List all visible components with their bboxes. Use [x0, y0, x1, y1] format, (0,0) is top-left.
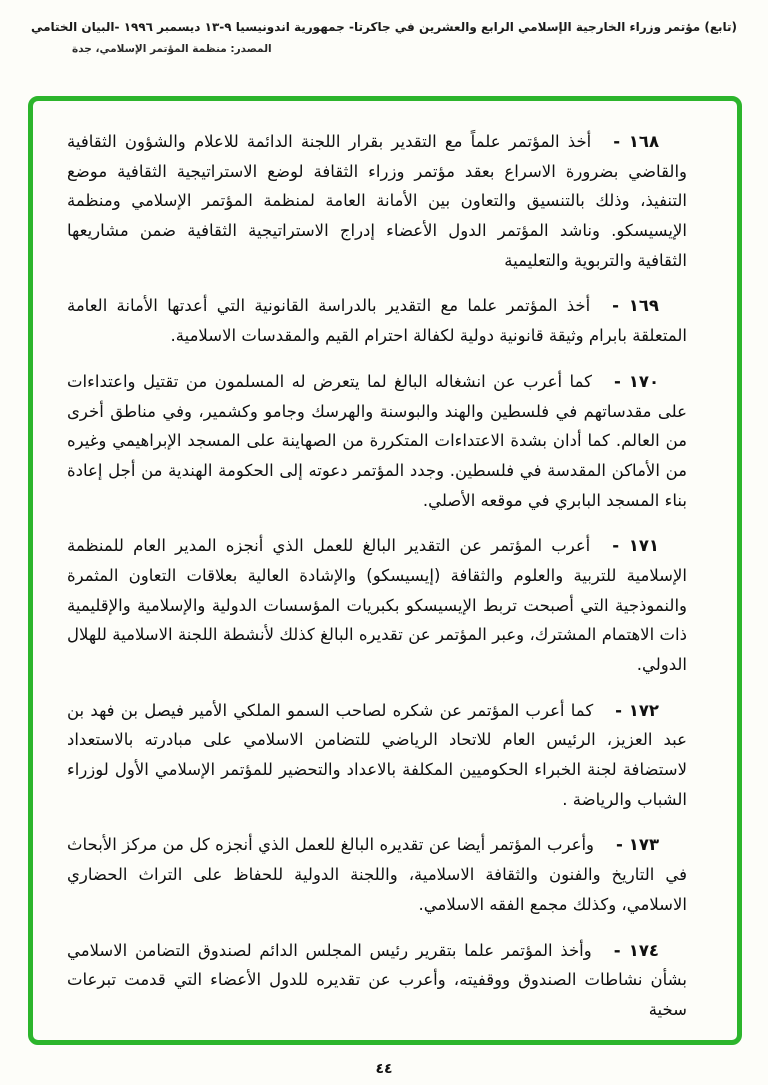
paragraph-text: وأعرب المؤتمر أيضا عن تقديره البالغ للعمل الذي أنجزه كل من مركز الأبحاث في التاريخ والفنون والثقافة الاسلامية، واللجنة الدولية للحفاظ على التراث الحضاري الاسلامي، وكذلك مجمع الفقه الاسلامي. [67, 835, 687, 914]
paragraph-number: ١٧٠ - [613, 371, 660, 391]
paragraph-text: أخذ المؤتمر علماً مع التقدير بقرار اللجنة الدائمة للاعلام والشؤون الثقافية والقاضي بضرورة الاسراع بعقد مؤتمر وزراء الثقافة لوضع الاستراتيجية الثقافية موضع التنفيذ، وذلك بالتنسيق والتعاون بين الأمانة العامة لمنظمة المؤتمر الإسلامي ومنظمة الإيسيسكو. وناشد المؤتمر الدول الأعضاء إدراج الاستراتيجية الثقافية ضمن مشاريعها الثقافية والتربوية والتعليمية [67, 132, 687, 270]
paragraph-number: ١٧٤ - [613, 940, 659, 960]
paragraph-171 [67, 531, 687, 679]
paragraph-number: ١٦٩ - [612, 296, 659, 316]
page-number: ٤٤ [375, 1061, 393, 1077]
paragraph-text: كما أعرب المؤتمر عن شكره لصاحب السمو الملكي الأمير فيصل بن فهد بن عبد العزيز، الرئيس العام للاتحاد الرياضي للتضامن الاسلامي على مبادرته بالاستعداد لاستضافة لجنة الخبراء الحكوميين المكلفة بالاعداد والتحضير للمؤتمر الإسلامي الأول لوزراء الشباب والرياضة . [67, 700, 687, 809]
paragraph-number: ١٧٣ - [616, 835, 660, 855]
paragraph-number: ١٧٢ - [615, 700, 659, 720]
paragraph-text: أعرب المؤتمر عن التقدير البالغ للعمل الذي أنجزه المدير العام للمنظمة الإسلامية للتربية والعلوم والثقافة (إيسيسكو) والإشادة العالية بعلاقات التعاون المثمرة والنموذجية التي أصبحت تربط الإيسيسكو بكبريات المؤسسات الدولية والإسلامية والإقليمية ذات الاهتمام المشترك، وعبر المؤتمر عن تقديره البالغ كذلك لأنشطة اللجنة الاسلامية للهلال الدولي. [67, 536, 687, 674]
paragraph-text: أخذ المؤتمر علما مع التقدير بالدراسة القانونية التي أعدتها الأمانة العامة المتعلقة بابرام وثيقة قانونية دولية لكفالة احترام القيم والمقدسات الاسلامية. [67, 296, 687, 346]
header-source: المصدر: منظمة المؤتمر الإسلامي، جدة [72, 43, 272, 55]
paragraph-text: كما أعرب عن انشغاله البالغ لما يتعرض له المسلمون من تقتيل واعتداءات على مقدساتهم في فلسطين والهند والبوسنة والهرسك وجامو وكشمير، وفي مناطق أخرى من العالم. كما أدان بشدة الاعتداءات المتكررة من الصهاينة على المسجد الإبراهيمي وغيره من الأماكن المقدسة في فلسطين. وجدد المؤتمر دعوته إلى الحكومة الهندية من أجل إعادة بناء المسجد البابري في موقعه الأصلي. [67, 371, 687, 510]
paragraph-text: وأخذ المؤتمر علما بتقرير رئيس المجلس الدائم لصندوق التضامن الاسلامي بشأن نشاطات الصندوق ووقفيته، وأعرب عن تقديره للدول الأعضاء التي قدمت تبرعات سخية [67, 940, 687, 1019]
paragraph-number: ١٧١ - [612, 536, 659, 556]
paragraph-174 [67, 936, 687, 1025]
header-title: (تابع) مؤتمر وزراء الخارجية الإسلامي الرابع والعشرين في جاكرتا- جمهورية اندونيسيا ٩-١٣ ديسمبر ١٩٩٦ -البيان الختامي [30, 20, 738, 34]
paragraph-170 [67, 367, 687, 515]
paragraph-172 [67, 696, 687, 815]
paragraph-169 [67, 291, 687, 350]
content-border-box [28, 96, 742, 1045]
paragraph-168 [67, 127, 687, 275]
paragraph-number: ١٦٨ - [613, 132, 660, 151]
document-header [24, 20, 744, 55]
paragraph-173 [67, 830, 687, 919]
